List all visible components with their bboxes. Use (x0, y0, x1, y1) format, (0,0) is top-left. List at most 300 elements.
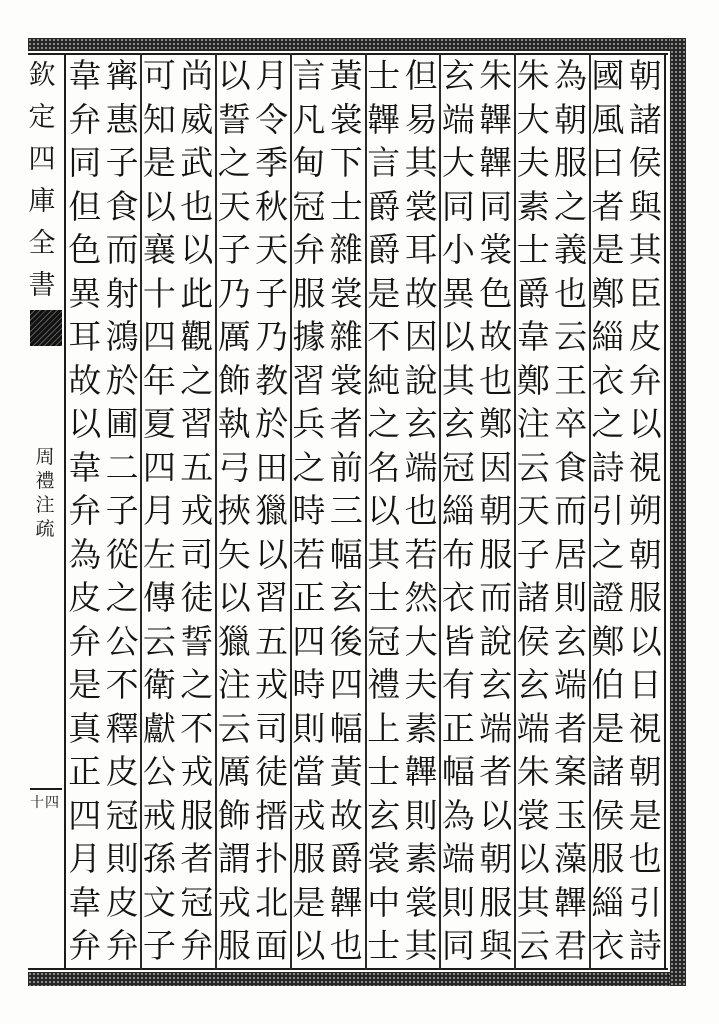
character: 裳 (329, 273, 363, 313)
character: 皆 (441, 621, 475, 661)
character: 是 (68, 665, 102, 704)
character: 素 (404, 839, 438, 878)
character: 是 (367, 273, 401, 313)
character: 與 (479, 926, 513, 965)
character: 皮 (628, 317, 662, 356)
character: 侯 (591, 795, 625, 835)
character: 誓 (217, 99, 251, 139)
character: 釋 (105, 708, 139, 748)
character: 禮 (35, 470, 55, 492)
character: 韠 (479, 99, 513, 139)
character: 爵 (329, 839, 363, 878)
character: 四 (329, 665, 363, 704)
character: 衣 (441, 578, 475, 617)
character: 裳 (367, 839, 401, 878)
character: 月 (142, 491, 176, 530)
character: 北 (255, 882, 289, 922)
frame-bottom-band (28, 972, 686, 986)
character: 襄 (142, 230, 176, 269)
character: 裳 (404, 882, 438, 922)
character: 雜 (329, 230, 363, 269)
character: 天 (217, 186, 251, 226)
character: 定 (28, 102, 56, 133)
character: 士 (367, 752, 401, 791)
character: 田 (255, 447, 289, 487)
character: 其 (367, 534, 401, 574)
character: 韋 (68, 882, 102, 922)
text-column (552, 54, 589, 968)
character: 朝 (628, 752, 662, 791)
character: 前 (329, 447, 363, 487)
character: 言 (367, 143, 401, 182)
character: 傳 (142, 578, 176, 617)
character: 據 (292, 317, 326, 356)
character: 於 (255, 404, 289, 443)
character: 素 (404, 708, 438, 748)
character: 兵 (292, 404, 326, 443)
character: 子 (105, 491, 139, 530)
character: 小 (441, 230, 475, 269)
character: 耳 (404, 230, 438, 269)
character: 上 (367, 708, 401, 748)
character: 四 (292, 621, 326, 661)
character: 也 (404, 491, 438, 530)
character: 幅 (329, 534, 363, 574)
character: 因 (479, 447, 513, 487)
character: 朝 (628, 56, 662, 95)
character: 玄 (516, 665, 550, 704)
character: 玄 (329, 578, 363, 617)
character: 冠 (105, 795, 139, 835)
character: 服 (180, 795, 214, 835)
character: 搢 (255, 795, 289, 835)
character: 者 (479, 752, 513, 791)
character: 云 (217, 708, 251, 748)
character: 文 (142, 882, 176, 922)
character: 緇 (591, 882, 625, 922)
book-title (31, 445, 59, 541)
character: 若 (404, 534, 438, 574)
character: 武 (180, 143, 214, 182)
character: 服 (554, 143, 588, 182)
character: 全 (28, 228, 56, 259)
character: 月 (255, 56, 289, 95)
character: 同 (68, 143, 102, 182)
character: 衣 (591, 360, 625, 400)
character: 異 (68, 273, 102, 313)
character: 士 (329, 186, 363, 226)
character: 食 (554, 447, 588, 487)
character: 習 (255, 578, 289, 617)
character: 服 (292, 273, 326, 313)
character: 者 (180, 839, 214, 878)
character: 十 (142, 273, 176, 313)
character: 皮 (68, 578, 102, 617)
character: 服 (217, 926, 251, 965)
character: 則 (292, 708, 326, 748)
character: 玄 (441, 56, 475, 95)
character: 同 (441, 926, 475, 965)
character: 也 (628, 839, 662, 878)
character: 裳 (516, 795, 550, 835)
character: 弁 (180, 926, 214, 965)
character: 端 (516, 708, 550, 748)
text-column (290, 54, 327, 968)
character: 月 (68, 839, 102, 878)
character: 端 (441, 839, 475, 878)
text-column (403, 54, 440, 968)
character: 弁 (628, 360, 662, 400)
character: 言 (292, 56, 326, 95)
character: 侯 (516, 621, 550, 661)
character: 以 (142, 186, 176, 226)
character: 威 (180, 99, 214, 139)
text-column (216, 54, 253, 968)
character: 欽 (28, 60, 56, 91)
character: 厲 (217, 752, 251, 791)
text-column (253, 54, 290, 968)
character: 注 (35, 494, 55, 516)
character: 而 (479, 578, 513, 617)
character: 也 (329, 926, 363, 965)
character: 是 (292, 882, 326, 922)
character: 四 (68, 795, 102, 835)
character: 爵 (367, 186, 401, 226)
character: 之 (367, 404, 401, 443)
frame-right-line (664, 53, 666, 970)
character: 其 (404, 143, 438, 182)
character: 但 (404, 56, 438, 95)
character: 習 (292, 360, 326, 400)
character: 名 (367, 447, 401, 487)
character: 弓 (217, 447, 251, 487)
character: 時 (292, 665, 326, 704)
character: 端 (479, 708, 513, 748)
character: 矢 (217, 534, 251, 574)
character: 故 (404, 273, 438, 313)
character: 大 (516, 99, 550, 139)
character: 冠 (292, 186, 326, 226)
character: 衣 (591, 926, 625, 965)
character: 端 (554, 665, 588, 704)
character: 五 (255, 621, 289, 661)
character: 證 (591, 578, 625, 617)
character: 曰 (591, 143, 625, 182)
character: 正 (292, 578, 326, 617)
character: 知 (142, 99, 176, 139)
character: 色 (479, 273, 513, 313)
frame-bottom-line (28, 968, 668, 970)
character: 厲 (217, 317, 251, 356)
character: 是 (591, 708, 625, 748)
character: 戎 (255, 665, 289, 704)
character: 周 (35, 446, 55, 468)
character: 子 (217, 230, 251, 269)
character: 風 (591, 99, 625, 139)
character: 扑 (255, 839, 289, 878)
character: 服 (479, 534, 513, 574)
character: 徒 (255, 752, 289, 791)
character: 者 (554, 708, 588, 748)
character: 韠 (367, 99, 401, 139)
character: 則 (441, 882, 475, 922)
character: 緇 (591, 317, 625, 356)
character: 四 (142, 317, 176, 356)
character: 弁 (68, 621, 102, 661)
character: 戎 (180, 491, 214, 530)
character: 故 (329, 795, 363, 835)
character: 年 (142, 360, 176, 400)
character: 圃 (105, 404, 139, 443)
character: 異 (441, 273, 475, 313)
character: 裳 (329, 360, 363, 400)
text-column (365, 54, 402, 968)
character: 惠 (105, 99, 139, 139)
character: 是 (591, 230, 625, 269)
text-column (589, 54, 626, 968)
character: 二 (105, 447, 139, 487)
character: 服 (591, 839, 625, 878)
character: 侯 (628, 143, 662, 182)
character: 與 (628, 186, 662, 226)
character: 說 (479, 621, 513, 661)
character: 詩 (628, 926, 662, 965)
character: 士 (367, 578, 401, 617)
character: 也 (180, 186, 214, 226)
character: 食 (105, 186, 139, 226)
character: 此 (180, 273, 214, 313)
character: 則 (404, 795, 438, 835)
character: 而 (105, 230, 139, 269)
character: 戎 (292, 795, 326, 835)
character: 大 (441, 143, 475, 182)
character: 其 (516, 882, 550, 922)
character: 觀 (180, 317, 214, 356)
character: 朝 (554, 99, 588, 139)
character: 士 (516, 230, 550, 269)
character: 幅 (441, 752, 475, 791)
character: 面 (255, 926, 289, 965)
character: 韋 (68, 56, 102, 95)
character: 朝 (479, 491, 513, 530)
character: 乃 (255, 317, 289, 356)
character: 爵 (367, 230, 401, 269)
character: 以 (217, 578, 251, 617)
character: 可 (142, 56, 176, 95)
character: 裳 (329, 99, 363, 139)
character: 夏 (142, 404, 176, 443)
character: 詩 (591, 447, 625, 487)
character: 子 (255, 273, 289, 313)
character: 下 (329, 143, 363, 182)
character: 玄 (367, 795, 401, 835)
character: 正 (68, 752, 102, 791)
character: 注 (516, 404, 550, 443)
character: 也 (554, 273, 588, 313)
character: 諸 (591, 752, 625, 791)
character: 為 (441, 795, 475, 835)
character: 韠 (479, 143, 513, 182)
character: 季 (255, 143, 289, 182)
character: 寗 (105, 56, 139, 95)
character: 幅 (329, 708, 363, 748)
character: 王 (554, 360, 588, 400)
character: 秋 (255, 186, 289, 226)
character: 韠 (554, 882, 588, 922)
character: 夫 (516, 143, 550, 182)
character: 鄭 (516, 360, 550, 400)
character: 易 (404, 99, 438, 139)
character: 玉 (554, 795, 588, 835)
character: 裳 (479, 230, 513, 269)
character: 獵 (255, 491, 289, 530)
character: 則 (554, 578, 588, 617)
character: 黃 (329, 752, 363, 791)
character: 司 (180, 534, 214, 574)
character: 司 (255, 708, 289, 748)
character: 挾 (217, 491, 251, 530)
character: 之 (217, 143, 251, 182)
character: 之 (591, 534, 625, 574)
character: 於 (105, 360, 139, 400)
character: 同 (479, 186, 513, 226)
character: 衛 (142, 665, 176, 704)
character: 孫 (142, 839, 176, 878)
character: 引 (591, 491, 625, 530)
character: 者 (591, 186, 625, 226)
character: 耳 (68, 317, 102, 356)
character: 公 (142, 752, 176, 791)
character: 韠 (404, 752, 438, 791)
character: 疏 (35, 518, 55, 540)
character: 以 (516, 839, 550, 878)
character: 四 (28, 144, 56, 175)
character: 左 (142, 534, 176, 574)
character: 同 (441, 186, 475, 226)
character: 故 (479, 317, 513, 356)
character: 大 (404, 621, 438, 661)
character: 以 (628, 621, 662, 661)
character: 戎 (180, 752, 214, 791)
character: 有 (441, 665, 475, 704)
character: 朱 (516, 56, 550, 95)
character: 也 (479, 360, 513, 400)
character: 誓 (180, 621, 214, 661)
character: 朔 (628, 491, 662, 530)
character: 飾 (217, 795, 251, 835)
character: 獵 (217, 621, 251, 661)
character: 玄 (441, 404, 475, 443)
character: 弁 (68, 491, 102, 530)
character: 執 (217, 404, 251, 443)
character: 君 (554, 926, 588, 965)
character: 子 (142, 926, 176, 965)
character: 臣 (628, 273, 662, 313)
character: 不 (105, 665, 139, 704)
character: 時 (292, 491, 326, 530)
character: 素 (516, 186, 550, 226)
character: 云 (142, 621, 176, 661)
character: 以 (217, 56, 251, 95)
character: 弁 (68, 99, 102, 139)
character: 服 (479, 882, 513, 922)
character: 故 (68, 360, 102, 400)
character: 諸 (628, 99, 662, 139)
character: 以 (68, 404, 102, 443)
character: 伯 (591, 665, 625, 704)
character: 端 (404, 447, 438, 487)
character: 子 (516, 534, 550, 574)
character: 弁 (292, 230, 326, 269)
text-column (627, 54, 664, 968)
text-column (178, 54, 215, 968)
character: 甸 (292, 143, 326, 182)
character: 謂 (217, 839, 251, 878)
character: 射 (105, 273, 139, 313)
text-column (141, 54, 178, 968)
character: 之 (292, 447, 326, 487)
character: 說 (404, 360, 438, 400)
character: 黃 (329, 56, 363, 95)
series-title (24, 55, 60, 307)
character: 云 (554, 317, 588, 356)
character: 天 (516, 491, 550, 530)
character: 其 (441, 360, 475, 400)
character: 不 (180, 708, 214, 748)
character: 尚 (180, 56, 214, 95)
character: 以 (292, 926, 326, 965)
character: 五 (180, 447, 214, 487)
character: 之 (591, 404, 625, 443)
character: 朱 (479, 56, 513, 95)
character: 其 (628, 230, 662, 269)
character: 國 (591, 56, 625, 95)
character: 之 (180, 360, 214, 400)
character: 韋 (516, 317, 550, 356)
character: 當 (292, 752, 326, 791)
character: 禮 (367, 665, 401, 704)
character: 但 (68, 186, 102, 226)
character: 公 (105, 621, 139, 661)
character: 皮 (105, 752, 139, 791)
character: 朝 (628, 534, 662, 574)
character: 弁 (68, 926, 102, 965)
character: 不 (367, 317, 401, 356)
character: 而 (554, 491, 588, 530)
character: 以 (367, 491, 401, 530)
character: 案 (554, 752, 588, 791)
character: 後 (329, 621, 363, 661)
character: 服 (292, 839, 326, 878)
character: 玄 (404, 404, 438, 443)
character: 諸 (516, 578, 550, 617)
character: 朱 (516, 752, 550, 791)
character: 韠 (329, 882, 363, 922)
character: 習 (180, 404, 214, 443)
character: 為 (554, 56, 588, 95)
character: 因 (404, 317, 438, 356)
text-column (477, 54, 514, 968)
character: 鄭 (591, 621, 625, 661)
character: 乃 (217, 273, 251, 313)
character: 云 (516, 447, 550, 487)
character: 玄 (479, 665, 513, 704)
character: 皮 (105, 882, 139, 922)
character: 是 (142, 143, 176, 182)
character: 冠 (441, 447, 475, 487)
character: 裳 (404, 186, 438, 226)
character: 朝 (479, 839, 513, 878)
